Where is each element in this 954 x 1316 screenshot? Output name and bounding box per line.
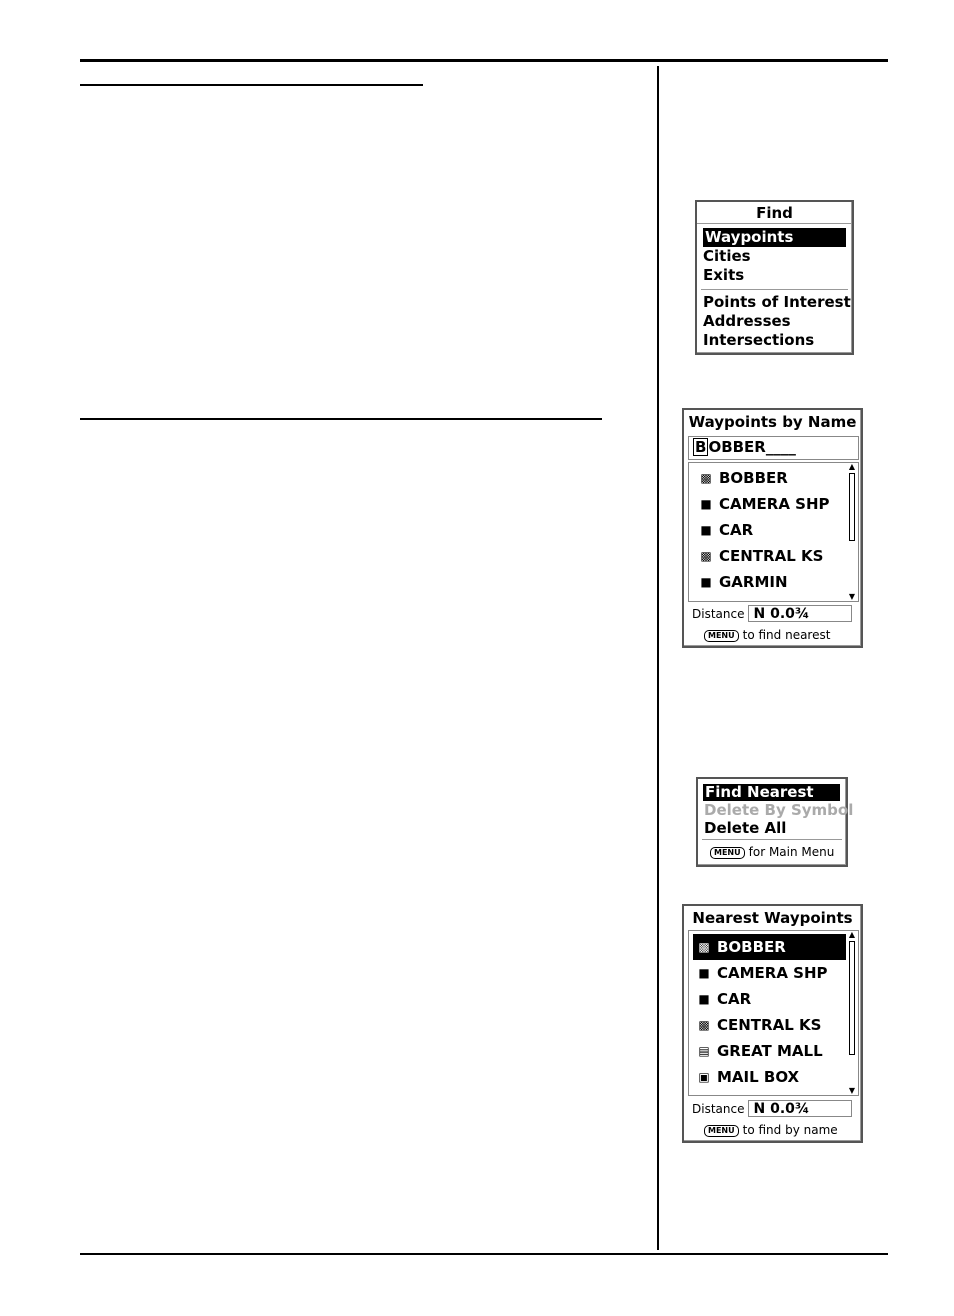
- find-menu-item-waypoints[interactable]: Waypoints: [703, 228, 846, 247]
- nearest-waypoints-screen: [682, 904, 863, 1143]
- nearest-list-scrollbar[interactable]: [848, 931, 856, 1095]
- waypoint-list: [688, 462, 859, 602]
- list-item[interactable]: ▩ BOBBER: [693, 934, 846, 960]
- menu-key-icon: MENU: [704, 1125, 739, 1137]
- nearest-waypoint-list: [688, 930, 859, 1096]
- square-bullet-icon: ■: [700, 497, 712, 511]
- main-menu-hint: [710, 845, 834, 859]
- menu-hint: [704, 1123, 838, 1137]
- distance-label: Distance: [692, 606, 745, 621]
- nearest-waypoints-title: Nearest Waypoints: [692, 909, 853, 927]
- scroll-down-icon: ▼: [848, 1086, 856, 1095]
- list-item[interactable]: ▣ MAIL BOX: [693, 1064, 846, 1090]
- menu-hint: [704, 628, 830, 642]
- find-menu-item-cities[interactable]: Cities: [703, 247, 751, 265]
- distance-value: N 0.0¾: [748, 1100, 852, 1117]
- truck-icon: ▩: [698, 1018, 710, 1032]
- square-bullet-icon: ■: [698, 966, 710, 980]
- column-divider: [657, 66, 659, 1250]
- menu-hint-text: to find by name: [742, 1123, 838, 1137]
- list-item[interactable]: ▩ CENTRAL KS: [693, 1012, 846, 1038]
- square-bullet-icon: ■: [700, 523, 712, 537]
- distance-row: [692, 605, 852, 622]
- scroll-up-icon: ▲: [848, 462, 856, 471]
- section-underline-2: [80, 418, 602, 420]
- list-item[interactable]: ▤ GREAT MALL: [693, 1038, 846, 1064]
- section-underline-1: [80, 84, 423, 86]
- scroll-down-icon: ▼: [848, 592, 856, 601]
- list-item[interactable]: ▩ CENTRAL KS: [695, 543, 846, 569]
- menu-key-icon: MENU: [710, 847, 745, 859]
- scroll-thumb[interactable]: [849, 473, 855, 541]
- menu-key-icon: MENU: [704, 630, 739, 642]
- find-menu-title: Find: [697, 203, 852, 224]
- scroll-up-icon: ▲: [848, 930, 856, 939]
- truck-icon: ▩: [700, 471, 712, 485]
- list-item[interactable]: ■ CAR: [693, 986, 846, 1012]
- find-menu-separator: [701, 289, 848, 290]
- mailbox-icon: ▣: [698, 1070, 710, 1084]
- list-item[interactable]: ▩ BOBBER: [695, 465, 846, 491]
- footer-rule: [80, 1253, 888, 1255]
- header-rule: [80, 59, 888, 62]
- option-delete-by-symbol: Delete By Symbol: [704, 801, 854, 819]
- entry-text: OBBER____: [708, 438, 796, 456]
- distance-row: [692, 1100, 852, 1117]
- main-menu-hint-text: for Main Menu: [748, 845, 835, 859]
- distance-value: N 0.0¾: [748, 605, 852, 622]
- options-separator: [702, 839, 842, 840]
- square-bullet-icon: ■: [698, 992, 710, 1006]
- truck-icon: ▩: [700, 549, 712, 563]
- entry-cursor: B: [695, 438, 707, 456]
- shopping-cart-icon: ▤: [698, 1044, 710, 1058]
- list-item[interactable]: ■ CAMERA SHP: [695, 491, 846, 517]
- list-item[interactable]: ■ CAMERA SHP: [693, 960, 846, 986]
- find-menu-item-exits[interactable]: Exits: [703, 266, 745, 284]
- waypoints-by-name-screen: [682, 408, 863, 648]
- waypoints-by-name-title: Waypoints by Name: [688, 413, 857, 431]
- distance-label: Distance: [692, 1101, 745, 1116]
- find-menu-item-intersections[interactable]: Intersections: [703, 331, 815, 349]
- list-scrollbar[interactable]: [848, 463, 856, 601]
- square-bullet-icon: ■: [700, 575, 712, 589]
- option-delete-all[interactable]: Delete All: [704, 819, 787, 837]
- find-menu-item-poi[interactable]: Points of Interest: [703, 293, 851, 311]
- name-entry-field[interactable]: [688, 436, 859, 460]
- options-menu-screen: [696, 777, 854, 867]
- option-find-nearest[interactable]: Find Nearest: [703, 784, 840, 801]
- scroll-thumb[interactable]: [849, 941, 855, 1055]
- truck-icon: ▩: [698, 940, 710, 954]
- find-menu-item-addresses[interactable]: Addresses: [703, 312, 791, 330]
- list-item[interactable]: ■ GARMIN: [695, 569, 846, 595]
- find-menu-screen: [695, 200, 854, 355]
- menu-hint-text: to find nearest: [742, 628, 831, 642]
- list-item[interactable]: ■ CAR: [695, 517, 846, 543]
